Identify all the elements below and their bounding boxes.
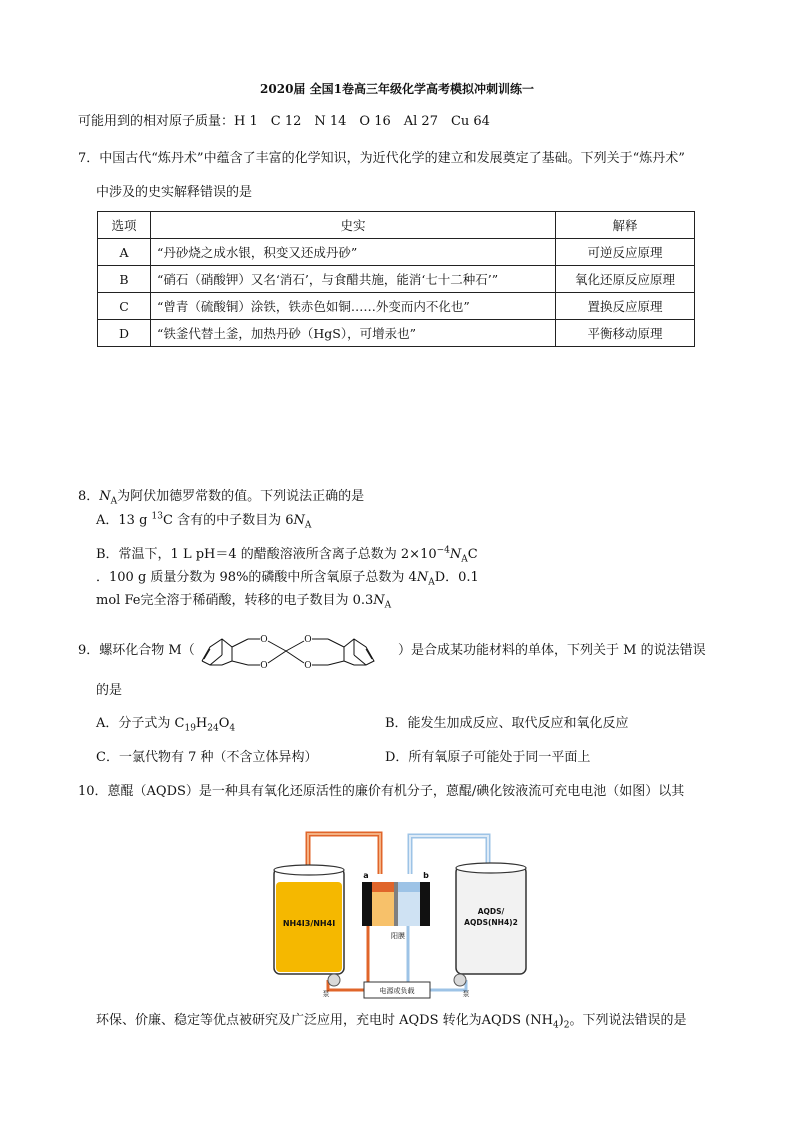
q9-option-b: B．能发生加成反应、取代反应和氧化反应 [385, 716, 629, 731]
q10-stem-line2: 环保、价廉、稳定等优点被研究及广泛应用，充电时 AQDS 转化为AQDS $(NH_4)_2$。下列说法错误的是 [96, 1013, 687, 1031]
table-row [98, 239, 695, 266]
oxygen-atom-1: O [260, 635, 268, 645]
q9-option-d: D．所有氧原子可能处于同一平面上 [385, 750, 591, 765]
row-explain: 可逆反应原理 [556, 239, 695, 266]
electrode-b-label: b [423, 871, 429, 880]
power-source-label: 电源或负载 [379, 987, 415, 995]
row-explain: 氧化还原反应原理 [556, 266, 695, 293]
spiro-compound-structure [188, 625, 398, 673]
q8-option-a: A．13 g $^{13}$C 含有的中子数目为 $6N_A$ [96, 511, 312, 531]
oxygen-atom-4: O [304, 661, 312, 671]
row-option: B [98, 266, 151, 293]
page-title: 2020届 全国1卷高三年级化学高考模拟冲刺训练一 [260, 82, 534, 96]
row-explain: 平衡移动原理 [556, 320, 695, 347]
left-tank-label: NH4I3/NH4I [282, 919, 336, 928]
table-row [98, 320, 695, 347]
header-option: 选项 [98, 212, 151, 239]
q8-option-b: B．常温下，1 L pH＝4 的醋酸溶液所含离子总数为 $2\times 10^{-4}N_AC$ [96, 545, 478, 565]
q9-stem-post: ）是合成某功能材料的单体，下列关于 M 的说法错误 [398, 643, 706, 658]
table-header-row [98, 212, 695, 239]
row-fact: “铁釜代替土釜，加热丹砂（HgS），可增汞也” [151, 320, 556, 347]
table-row [98, 293, 695, 320]
oxygen-atom-3: O [304, 635, 312, 645]
atomic-masses: 可能用到的相对原子质量：H 1 C 12 N 14 O 16 Al 27 Cu 64 [78, 114, 490, 129]
q7-stem-line1: 7．中国古代“炼丹术”中蕴含了丰富的化学知识，为近代化学的建立和发展奠定了基础。下列关于“炼丹术” [78, 151, 685, 166]
q8-option-d: mol Fe完全溶于稀硝酸，转移的电子数目为 $0.3N_A$ [96, 593, 392, 611]
q10-stem-line1: 10．蒽醌（AQDS）是一种具有氧化还原活性的廉价有机分子，蒽醌/碘化铵液流可充电电池（如图）以其 [78, 784, 685, 799]
q8-option-c: ．100 g 质量分数为 98%的磷酸中所含氧原子总数为 $4N_AD$．0.1 [96, 570, 479, 588]
left-pump-label: 泵 [322, 990, 330, 998]
q9-option-c: C．一氯代物有 7 种（不含立体异构） [96, 750, 318, 765]
electrode-a-label: a [363, 871, 369, 880]
row-fact: “丹砂烧之成水银，积变又还成丹砂” [151, 239, 556, 266]
q9-option-a: A．分子式为 $C_{19}H_{24}O_4$ [96, 716, 236, 734]
q7-stem-line2: 中涉及的史实解释错误的是 [96, 185, 253, 200]
q9-stem-pre: 9．螺环化合物 M（ [78, 643, 195, 658]
right-pump-label: 泵 [462, 990, 470, 998]
header-explain: 解释 [556, 212, 695, 239]
q7-table [97, 211, 695, 347]
row-fact: “曾青（硫酸铜）涂铁，铁赤色如铜……外变而内不化也” [151, 293, 556, 320]
header-fact: 史实 [151, 212, 556, 239]
row-option: C [98, 293, 151, 320]
q9-stem-line2: 的是 [96, 683, 123, 698]
right-tank-label-1: AQDS/ [477, 907, 505, 916]
q8-stem: 8．$N_A$为阿伏加德罗常数的值。下列说法正确的是 [78, 489, 365, 507]
flow-battery-diagram [270, 830, 532, 1002]
row-option: D [98, 320, 151, 347]
row-option: A [98, 239, 151, 266]
row-fact: “硝石（硝酸钾）又名‘消石’，与食醋共施，能消‘七十二种石’” [151, 266, 556, 293]
membrane-label: 阳膜 [391, 932, 405, 940]
right-tank-label-2: AQDS(NH4)2 [464, 918, 518, 927]
oxygen-atom-2: O [260, 661, 268, 671]
row-explain: 置换反应原理 [556, 293, 695, 320]
table-row [98, 266, 695, 293]
